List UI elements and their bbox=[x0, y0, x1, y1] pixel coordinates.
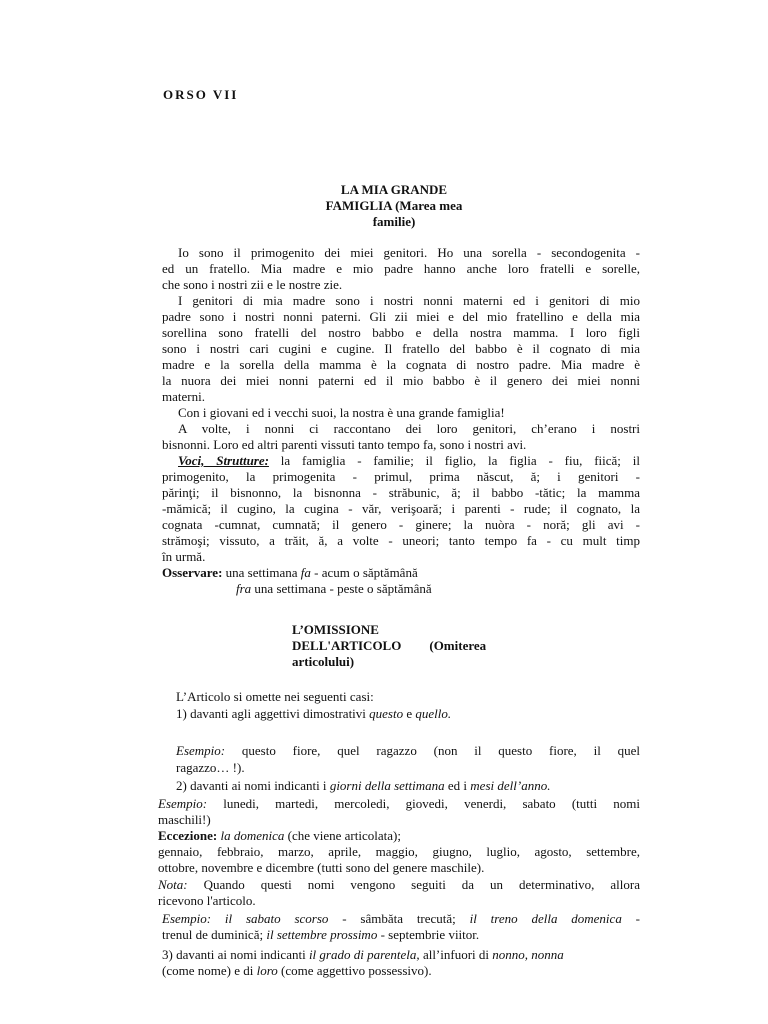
rule-line bbox=[162, 963, 432, 979]
vocabulary-line: -mămică; il cugino, la cugina - văr, verişoară; i parenti - rude; il cognato, la bbox=[162, 501, 640, 516]
section-title-line: familie) bbox=[372, 214, 416, 229]
section-title-line: articolului) bbox=[292, 654, 355, 669]
section-title-line: L’OMISSIONE bbox=[292, 622, 379, 637]
note-label: Nota: bbox=[158, 877, 188, 892]
rule-text: e bbox=[403, 706, 416, 721]
paragraph-line: I genitori di mia madre sono i nostri nonni materni ed i genitori di mio bbox=[178, 293, 640, 308]
vocabulary-line: cognata -cumnat, cumnată; il genero - ginere; la nuòra - noră; gli avi - bbox=[162, 517, 640, 532]
note-line bbox=[158, 877, 640, 893]
paragraph-line: L’Articolo si omette nei seguenti casi: bbox=[176, 689, 374, 704]
rule-text: 3) davanti ai nomi indicanti bbox=[162, 947, 309, 962]
rule-text: 2) davanti ai nomi indicanti i bbox=[176, 778, 330, 793]
observation-text: una settimana - peste o săptămână bbox=[251, 581, 432, 596]
rule-emphasis: questo bbox=[369, 706, 404, 721]
section-title bbox=[292, 622, 486, 670]
paragraph-line: bisnonni. Loro ed altri parenti vissuti tanto tempo fa, sono i nostri avi. bbox=[162, 437, 527, 452]
example-line: maschili!) bbox=[158, 812, 211, 827]
paragraph-line: Con i giovani ed i vecchi suoi, la nostra è una grande famiglia! bbox=[178, 405, 505, 420]
rule-emphasis: giorni della settimana bbox=[329, 778, 445, 793]
paragraph-line: sono i nostri cari cugini e cugine. Il fratello del babbo è il cognato di mia bbox=[162, 341, 640, 356]
rule-text: (come nome) e di bbox=[162, 963, 257, 978]
vocabulary-line: în urmă. bbox=[162, 549, 206, 564]
example-label: Esempio: bbox=[176, 743, 226, 758]
vocabulary-label: Voci, Strutture: bbox=[178, 453, 269, 468]
section-title-line bbox=[292, 638, 486, 654]
rule-emphasis: mesi dell’anno. bbox=[470, 778, 551, 793]
observation-emphasis: fra bbox=[236, 581, 252, 596]
section-title-line: LA MIA GRANDE bbox=[340, 182, 448, 197]
example-text: - sâmbăta trecută; bbox=[328, 911, 470, 926]
observation-emphasis: fa bbox=[300, 565, 311, 580]
note-text: Quando questi nomi vengono seguiti da un determinativo, allora bbox=[187, 877, 640, 892]
rule-line bbox=[176, 706, 451, 722]
example-label: Esempio: bbox=[158, 796, 208, 811]
exception-label: Eccezione: bbox=[158, 828, 218, 843]
exception-line bbox=[158, 828, 401, 844]
rule-line bbox=[162, 947, 564, 963]
example-text: questo fiore, quel ragazzo (non il questo fiore, il quel bbox=[225, 743, 640, 758]
months-line: ottobre, novembre e dicembre (tutti sono del genere maschile). bbox=[158, 860, 485, 875]
observation-text: una settimana bbox=[222, 565, 301, 580]
vocabulary-line: strămoşi; vissuto, a trăit, ă, a volte - uneori; tanto tempo fa - cu mult timp bbox=[162, 533, 640, 548]
example-line: ragazzo… !). bbox=[176, 760, 245, 775]
observation-label: Osservare: bbox=[162, 565, 223, 580]
example-line bbox=[162, 911, 640, 927]
rule-emphasis: quello. bbox=[415, 706, 452, 721]
paragraph-line: che sono i nostri zii e le nostre zie. bbox=[162, 277, 343, 292]
vocabulary-line bbox=[178, 453, 640, 469]
rule-emphasis: loro bbox=[256, 963, 278, 978]
observation-line bbox=[236, 581, 432, 597]
rule-text: all’infuori di bbox=[419, 947, 493, 962]
section-title-part: DELL'ARTICOLO bbox=[292, 638, 402, 653]
example-emphasis: il treno della domenica bbox=[469, 911, 622, 926]
rule-text: ed i bbox=[444, 778, 471, 793]
example-emphasis: Esempio: il sabato scorso bbox=[162, 911, 329, 926]
example-text: - septembrie viitor. bbox=[377, 927, 480, 942]
rule-text: 1) davanti agli aggettivi dimostrativi bbox=[176, 706, 370, 721]
paragraph-line: padre sono i nostri nonni paterni. Gli zii miei e del mio fratellino e della mia bbox=[162, 309, 640, 324]
paragraph-line: madre e la sorella della mamma è la cognata di nostro padre. Mia madre è bbox=[162, 357, 640, 372]
exception-text: (che viene articolata); bbox=[284, 828, 401, 843]
example-line bbox=[176, 743, 640, 759]
vocabulary-line: părinţi; il bisnonno, la bisnonna - străbunic, ă; il babbo -tătic; la mamma bbox=[162, 485, 640, 500]
rule-text: (come aggettivo possessivo). bbox=[277, 963, 432, 978]
section-title-part: (Omiterea bbox=[429, 638, 487, 653]
example-emphasis: il settembre prossimo bbox=[266, 927, 378, 942]
example-text: - bbox=[621, 911, 640, 926]
paragraph-line: A volte, i nonni ci raccontano dei loro genitori, ch’erano i nostri bbox=[178, 421, 640, 436]
paragraph-line: materni. bbox=[162, 389, 205, 404]
observation-line bbox=[162, 565, 418, 581]
paragraph-line: ed un fratello. Mia madre e mio padre hanno anche loro fratelli e sorelle, bbox=[162, 261, 640, 276]
example-text: trenul de duminică; bbox=[162, 927, 267, 942]
example-line bbox=[162, 927, 479, 943]
example-text: lunedi, martedi, mercoledi, giovedi, venerdi, sabato (tutti nomi bbox=[207, 796, 640, 811]
vocabulary-text: la famiglia - familie; il figlio, la figlia - fiu, fiică; il bbox=[268, 453, 640, 468]
months-line: gennaio, febbraio, marzo, aprile, maggio, giugno, luglio, agosto, settembre, bbox=[158, 844, 640, 859]
rule-line bbox=[176, 778, 550, 794]
vocabulary-line: primogenito, la primogenita - primul, prima născut, ă; i genitori - bbox=[162, 469, 640, 484]
paragraph-line: sorellina sono fratelli del nostro babbo e della nostra mamma. I loro figli bbox=[162, 325, 640, 340]
section-title bbox=[300, 182, 488, 230]
paragraph-line: la nuora dei miei nonni paterni ed il mio babbo è il genero dei miei nonni bbox=[162, 373, 640, 388]
chapter-title: ORSO VII bbox=[163, 87, 239, 102]
section-title-line: FAMIGLIA (Marea mea bbox=[325, 198, 463, 213]
rule-emphasis: nonno, nonna bbox=[492, 947, 564, 962]
observation-text: - acum o săptămână bbox=[310, 565, 418, 580]
example-line bbox=[158, 796, 640, 812]
note-line: ricevono l'articolo. bbox=[158, 893, 256, 908]
rule-emphasis: il grado di parentela, bbox=[308, 947, 420, 962]
exception-emphasis: la domenica bbox=[220, 828, 285, 843]
paragraph-line: Io sono il primogenito dei miei genitori. Ho una sorella - secondogenita - bbox=[178, 245, 640, 260]
